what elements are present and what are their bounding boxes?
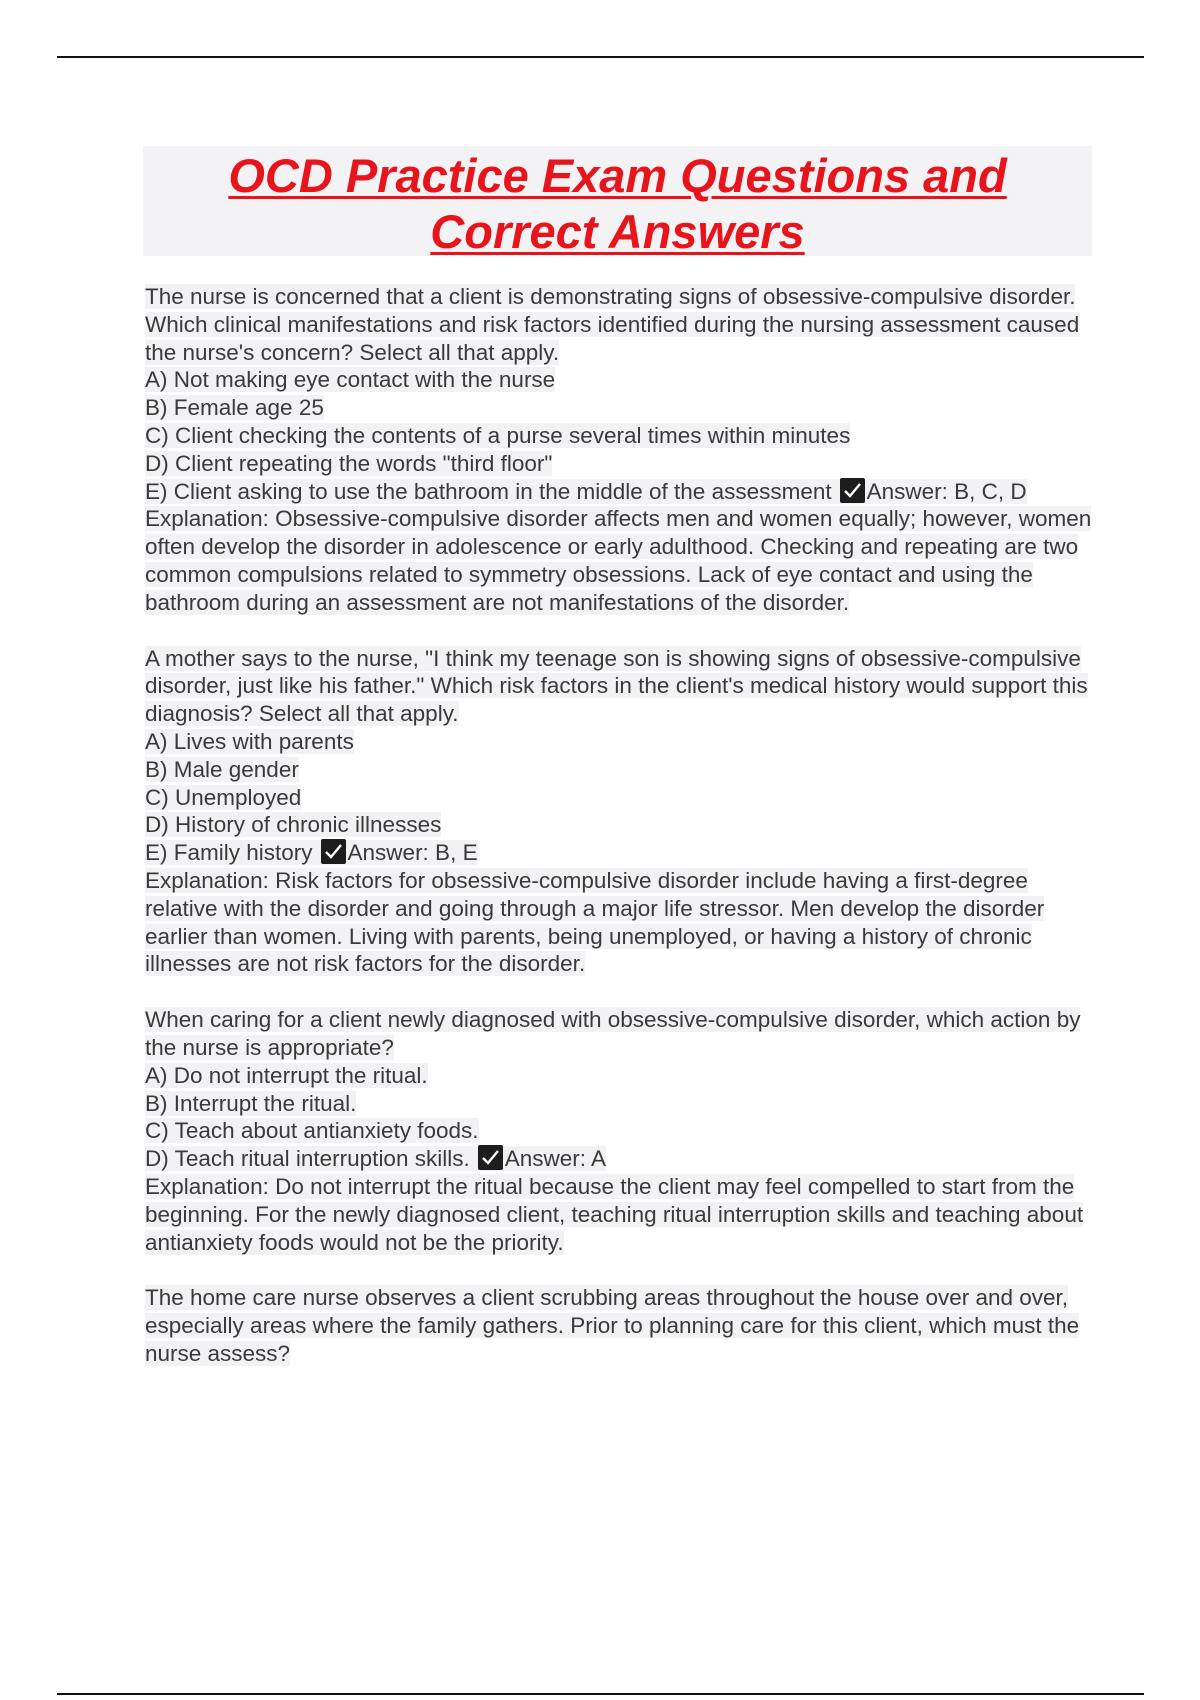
question-block — [145, 1006, 1100, 1256]
question-block — [145, 283, 1100, 617]
question-block — [145, 1284, 1100, 1367]
title-banner — [143, 146, 1092, 256]
answer-option: E) Family history Answer: B, E — [145, 840, 478, 866]
correct-answer: Answer: A — [504, 1146, 607, 1172]
answer-option: D) History of chronic illnesses — [145, 812, 442, 838]
question-block — [145, 645, 1100, 979]
correct-answer: Answer: B, C, D — [866, 478, 1027, 504]
check-box-icon — [321, 839, 346, 864]
explanation: Explanation: Risk factors for obsessive-compulsive disorder include having a first-degree relative with the disorder and going through a major life stressor. Men develop the disorder earlier than women. Living with parents, being unemployed, or having a history of chronic illnesses are not risk factors for the disorder. — [145, 867, 1045, 977]
answer-option: C) Unemployed — [145, 784, 302, 810]
correct-answer: Answer: B, E — [347, 840, 478, 866]
answer-option: A) Do not interrupt the ritual. — [145, 1062, 428, 1088]
top-rule — [57, 56, 1144, 58]
answer-option: D) Teach ritual interruption skills. Answer: A — [145, 1146, 607, 1172]
check-box-icon — [478, 1145, 503, 1170]
question-stem: A mother says to the nurse, "I think my teenage son is showing signs of obsessive-compulsive disorder, just like his father." Which risk factors in the client's medical history would support this diagnosis? Select all that apply. — [145, 645, 1088, 727]
answer-option: A) Lives with parents — [145, 728, 354, 754]
answer-option: A) Not making eye contact with the nurse — [145, 367, 556, 393]
answer-option: C) Client checking the contents of a purse several times within minutes — [145, 422, 851, 448]
page-title: OCD Practice Exam Questions and Correct Answers — [228, 149, 1007, 258]
answer-option: C) Teach about antianxiety foods. — [145, 1118, 479, 1144]
answer-option: B) Interrupt the ritual. — [145, 1090, 357, 1116]
question-stem: The nurse is concerned that a client is demonstrating signs of obsessive-compulsive disorder. Which clinical manifestations and risk factors identified during the nursing assessment caused the nurse's concern? Select all that apply. — [145, 284, 1080, 365]
answer-option: B) Male gender — [145, 756, 299, 782]
check-box-icon — [840, 478, 865, 503]
answer-option: E) Client asking to use the bathroom in the middle of the assessment Answer: B, C, D — [145, 478, 1027, 504]
question-stem: The home care nurse observes a client scrubbing areas throughout the house over and over, especially areas where the family gathers. Prior to planning care for this client, which must the nurse assess? — [145, 1285, 1080, 1366]
answer-option: B) Female age 25 — [145, 395, 324, 421]
bottom-rule — [57, 1693, 1144, 1695]
question-stem: When caring for a client newly diagnosed with obsessive-compulsive disorder, which action by the nurse is appropriate? — [145, 1007, 1081, 1060]
explanation: Explanation: Do not interrupt the ritual because the client may feel compelled to start from the beginning. For the newly diagnosed client, teaching ritual interruption skills and teaching about antianxiety foods would not be the priority. — [145, 1173, 1084, 1255]
explanation: Explanation: Obsessive-compulsive disorder affects men and women equally; however, women often develop the disorder in adolescence or early adulthood. Checking and repeating are two common compulsions related to symmetry obsessions. Lack of eye contact and using the bathroom during an assessment are not manifestations of the disorder. — [145, 506, 1092, 615]
document-body — [145, 283, 1100, 1396]
answer-option: D) Client repeating the words "third floor" — [145, 450, 553, 476]
